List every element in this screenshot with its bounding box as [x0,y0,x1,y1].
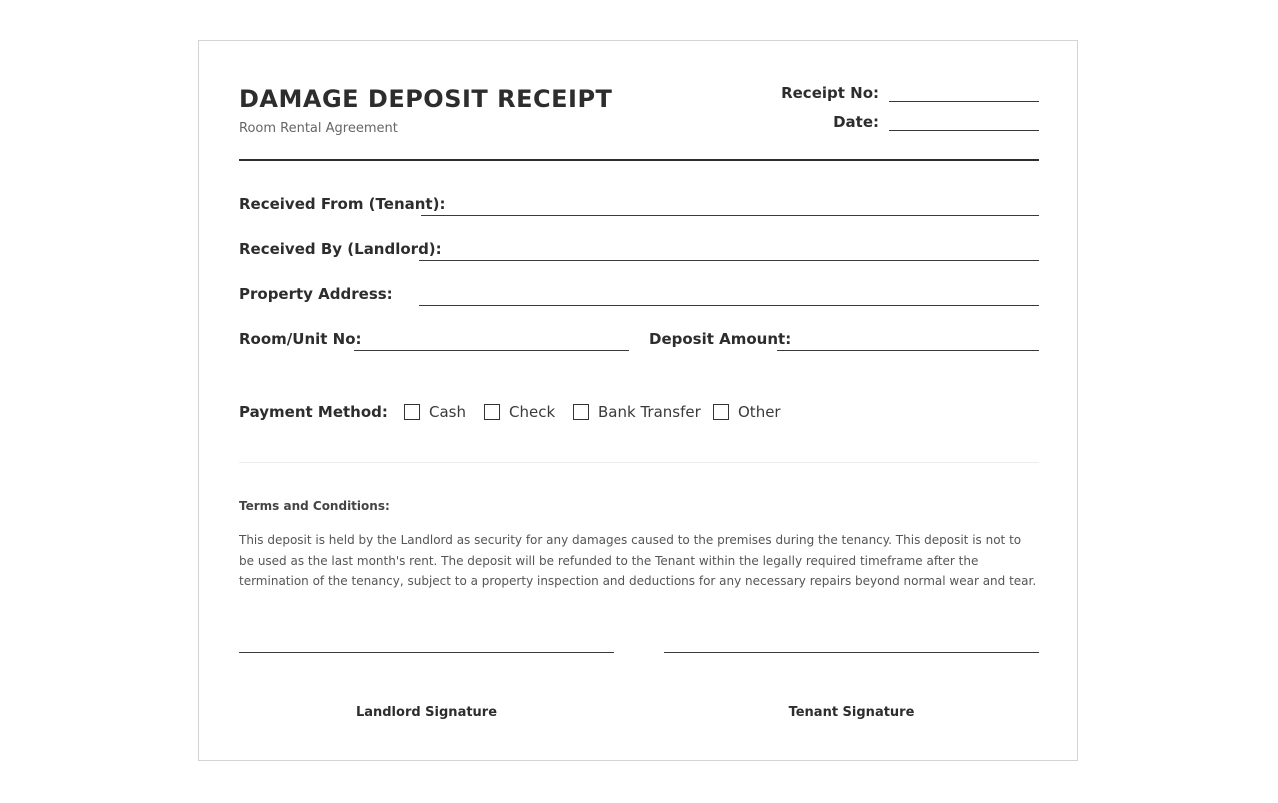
tenant-signature-label: Tenant Signature [788,705,915,720]
receipt-no-field[interactable] [889,101,1039,102]
landlord-signature-label: Landlord Signature [355,705,498,720]
section-divider [239,462,1039,463]
document-title: DAMAGE DEPOSIT RECEIPT [239,85,613,113]
header-divider [239,159,1039,161]
date-label: Date: [833,113,879,131]
receipt-document [198,40,1078,761]
received-by-field[interactable] [419,260,1039,261]
terms-title: Terms and Conditions: [239,499,390,513]
landlord-signature-line[interactable] [239,652,614,653]
cash-option-label: Cash [429,403,466,421]
tenant-signature-line[interactable] [664,652,1039,653]
payment-method-label: Payment Method: [239,403,388,421]
terms-text: This deposit is held by the Landlord as security for any damages caused to the premises during the tenancy. This deposit is not to be used as the last month's rent. The deposit will be refunded to the Tenant within the legally required timeframe after the termination of the tenancy, subject to a property inspection and deductions for any necessary repairs beyond normal wear and tear. [239,533,1037,588]
property-address-label: Property Address: [239,285,393,303]
check-checkbox[interactable] [484,404,500,420]
other-option-label: Other [738,403,781,421]
received-from-label: Received From (Tenant): [239,195,446,213]
date-field[interactable] [889,130,1039,131]
document-subtitle: Room Rental Agreement [239,121,398,136]
cash-checkbox[interactable] [404,404,420,420]
receipt-no-label: Receipt No: [781,84,879,102]
received-from-field[interactable] [421,215,1039,216]
property-address-field[interactable] [419,305,1039,306]
deposit-amount-field[interactable] [777,350,1039,351]
deposit-amount-label: Deposit Amount: [649,330,792,348]
room-unit-label: Room/Unit No: [239,330,362,348]
bank-transfer-checkbox[interactable] [573,404,589,420]
bank-transfer-option-label: Bank Transfer [598,403,701,421]
check-option-label: Check [509,403,556,421]
other-checkbox[interactable] [713,404,729,420]
room-unit-field[interactable] [354,350,629,351]
received-by-label: Received By (Landlord): [239,240,442,258]
